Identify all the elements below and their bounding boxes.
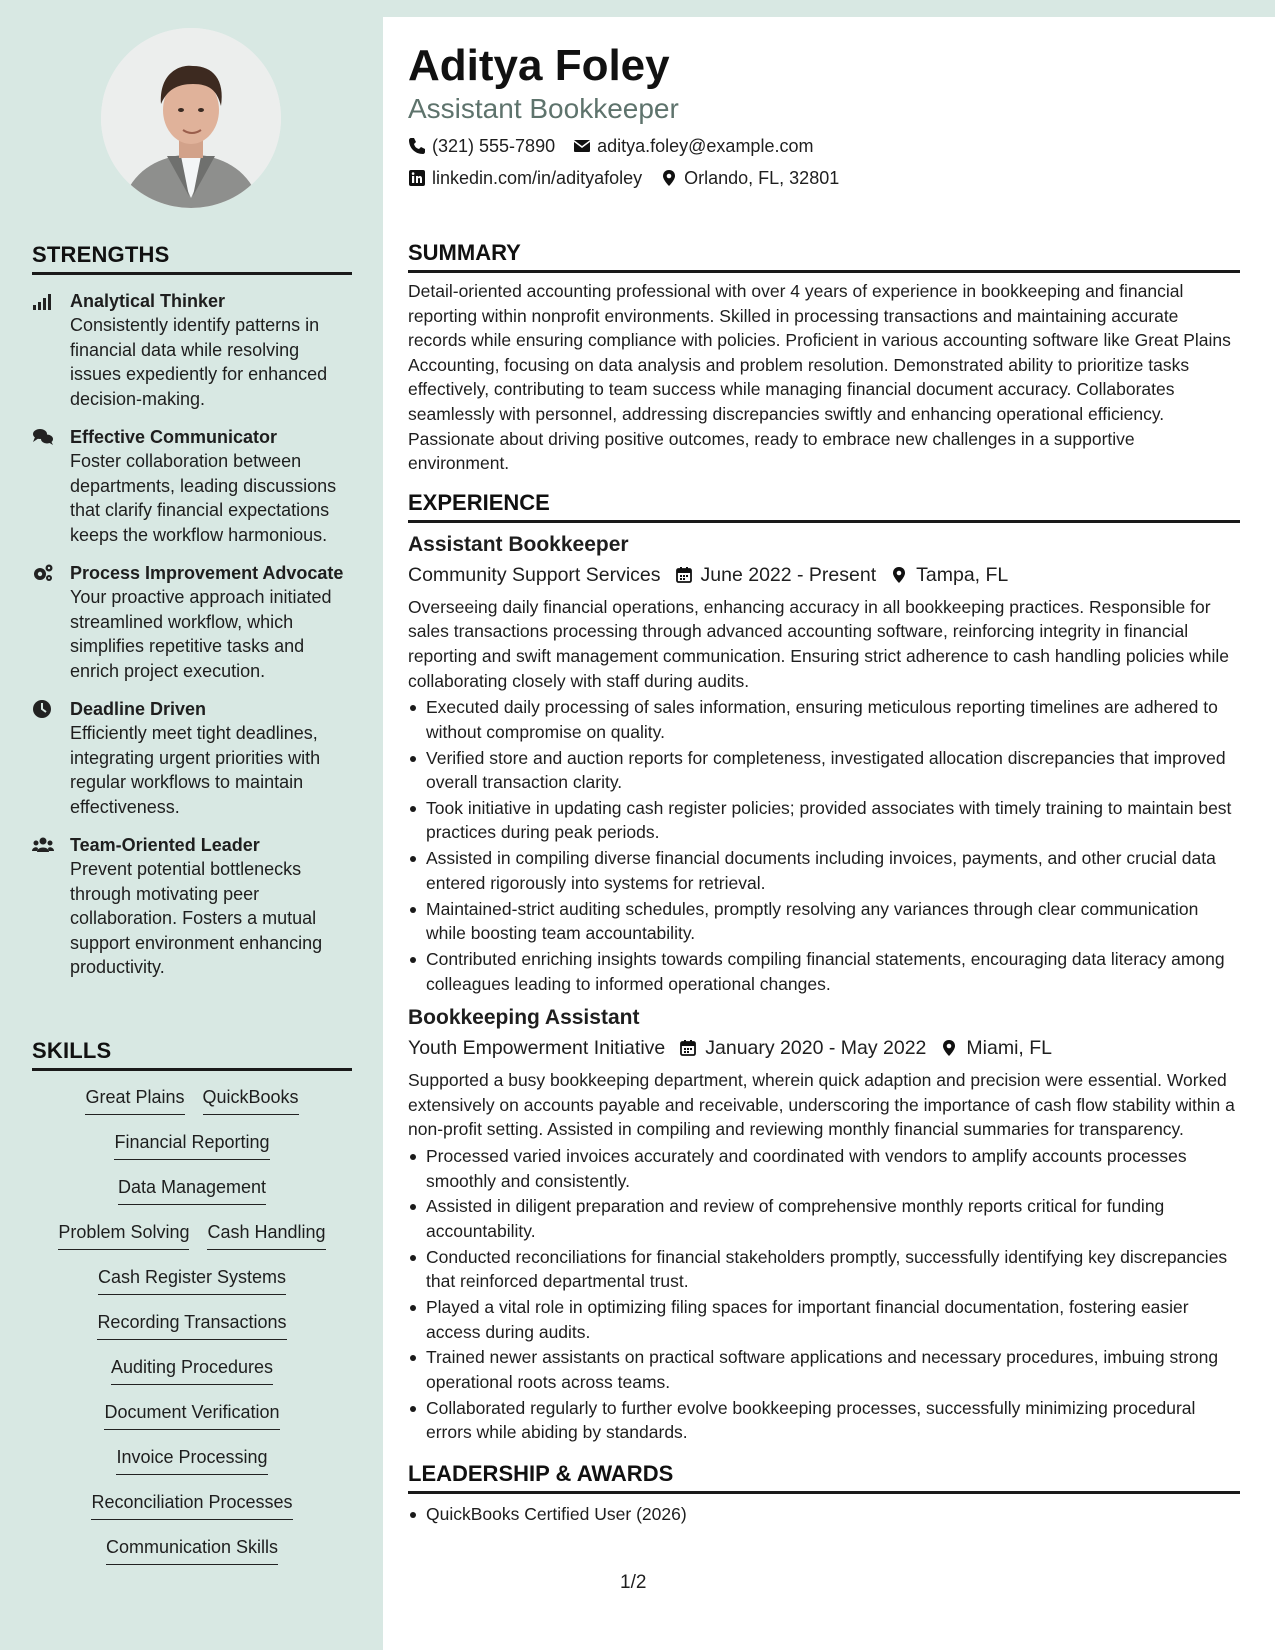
contact-row — [408, 166, 1240, 190]
skill-tag: Recording Transactions — [97, 1310, 286, 1340]
skill-tag: Communication Skills — [106, 1535, 278, 1565]
strength-desc: Foster collaboration between departments, leading discussions that clarify financial expectations keeps the workflow harmonious. — [70, 451, 337, 545]
skill-tag: Document Verification — [104, 1400, 279, 1430]
strength-title: Analytical Thinker — [70, 291, 226, 311]
skill-tag: Great Plains — [85, 1085, 184, 1115]
job-title: Bookkeeping Assistant — [408, 1006, 640, 1030]
phone-text: (321) 555-7890 — [432, 136, 556, 156]
skills-section — [32, 1038, 352, 1580]
job-company: Community Support Services — [408, 563, 661, 586]
map-pin-icon — [890, 566, 908, 584]
skill-tag: Reconciliation Processes — [91, 1490, 292, 1520]
job-dates: January 2020 - May 2022 — [705, 1037, 927, 1060]
skill-tag: Auditing Procedures — [111, 1355, 273, 1385]
bullet-item: Took initiative in updating cash register policies; provided associates with timely training to maintain best practices during peak periods. — [408, 796, 1240, 845]
email-contact[interactable] — [573, 134, 813, 158]
summary-heading: SUMMARY — [408, 240, 1240, 273]
strength-item — [32, 425, 352, 547]
linkedin-contact[interactable] — [408, 166, 642, 190]
skill-tag: Data Management — [118, 1175, 266, 1205]
strength-title: Deadline Driven — [70, 699, 207, 719]
bullet-item: Processed varied invoices accurately and coordinated with vendors to amplify accounts processes smoothly and consistently. — [408, 1144, 1240, 1193]
envelope-icon — [573, 137, 591, 155]
phone-contact[interactable] — [408, 134, 555, 158]
skills-heading: SKILLS — [32, 1038, 352, 1071]
top-strip — [383, 0, 1275, 17]
summary-section — [408, 240, 1240, 476]
skill-tag: Financial Reporting — [114, 1130, 269, 1160]
job-company: Youth Empowerment Initiative — [408, 1037, 666, 1060]
chat-bubbles-icon — [32, 425, 70, 547]
experience-section — [408, 490, 1240, 1445]
bullet-item: Executed daily processing of sales information, ensuring meticulous reporting timelines are adhered to without compromise on quality. — [408, 695, 1240, 744]
job-bullets — [408, 695, 1240, 996]
page-number: 1/2 — [620, 1572, 647, 1593]
job-bullets — [408, 1144, 1240, 1445]
calendar-icon — [679, 1039, 697, 1057]
clock-icon — [32, 697, 70, 819]
main-column — [408, 40, 1240, 1528]
bullet-item: Maintained-strict auditing schedules, promptly resolving any variances through clear communication while boosting team accountability. — [408, 897, 1240, 946]
linkedin-text: linkedin.com/in/adityafoley — [432, 168, 643, 188]
map-pin-icon — [940, 1039, 958, 1057]
bullet-item: Trained newer assistants on practical software applications and necessary procedures, imbuing strong operational roots across teams. — [408, 1345, 1240, 1394]
strength-item — [32, 697, 352, 819]
skill-tag: Cash Handling — [207, 1220, 325, 1250]
strength-desc: Your proactive approach initiated streamlined workflow, which simplifies repetitive tasks and enrich project execution. — [70, 587, 332, 681]
job-entry — [408, 531, 1240, 996]
profile-photo — [101, 28, 281, 208]
job-meta — [408, 561, 1240, 589]
job-meta — [408, 1034, 1240, 1062]
candidate-role: Assistant Bookkeeper — [408, 93, 679, 124]
awards-section — [408, 1461, 1240, 1527]
users-icon — [32, 833, 70, 980]
bullet-item: Collaborated regularly to further evolve bookkeeping processes, successfully minimizing procedural errors while abiding by standards. — [408, 1396, 1240, 1445]
job-dates: June 2022 - Present — [700, 563, 877, 586]
experience-heading: EXPERIENCE — [408, 490, 1240, 523]
awards-list — [408, 1502, 1240, 1527]
strength-item — [32, 561, 352, 683]
bullet-item: Assisted in compiling diverse financial documents including invoices, payments, and other crucial data entered rigorously into systems for retrieval. — [408, 846, 1240, 895]
bullet-item: Played a vital role in optimizing filing spaces for important financial documentation, fostering easier access during audits. — [408, 1295, 1240, 1344]
bullet-item: Contributed enriching insights towards compiling financial statements, encouraging data literacy among colleagues leading to informed operational changes. — [408, 947, 1240, 996]
award-item: QuickBooks Certified User (2026) — [408, 1502, 1240, 1527]
bullet-item: Conducted reconciliations for financial stakeholders promptly, successfully identifying key discrepancies that reinforced departmental trust. — [408, 1245, 1240, 1294]
strength-desc: Prevent potential bottlenecks through motivating peer collaboration. Fosters a mutual support environment enhancing productivity. — [70, 859, 323, 977]
linkedin-icon — [408, 169, 426, 187]
strength-item — [32, 833, 352, 980]
skill-tag: Problem Solving — [58, 1220, 189, 1250]
skill-tag: Invoice Processing — [116, 1445, 267, 1475]
summary-text: Detail-oriented accounting professional with over 4 years of experience in bookkeeping and financial reporting within nonprofit environments. Skilled in processing transactions and maintaining accurate records while ensuring compliance with policies. Proficient in various accounting software like Great Plains Accounting, focusing on data analysis and problem resolution. Demonstrated ability to prioritize tasks effectively, contributing to team success while managing financial document accuracy. Collaborates seamlessly with personnel, addressing discrepancies swiftly and enhancing operational efficiency. Passionate about driving positive outcomes, ready to embrace new challenges in a supportive environment. — [408, 281, 1231, 474]
phone-icon — [408, 137, 426, 155]
skill-tag: QuickBooks — [203, 1085, 299, 1115]
job-description: Supported a busy bookkeeping department, wherein quick adaption and precision were essential. Worked extensively on accounts payable and receivable, underscoring the importance of cash flow stability within a non-profit setting. Assisted in compiling and reviewing monthly financial summaries for transparency. — [408, 1070, 1235, 1140]
strength-title: Team-Oriented Leader — [70, 835, 260, 855]
job-location: Tampa, FL — [916, 563, 1009, 586]
strength-title: Process Improvement Advocate — [70, 563, 344, 583]
location-text: Orlando, FL, 32801 — [684, 168, 840, 188]
job-description: Overseeing daily financial operations, enhancing accuracy in all bookkeeping practices. Responsible for sales transactions processing through advanced accounting software, reinforcing integrity in financial reporting and swift management communication. Ensuring strict adherence to cash handling policies while collaborating closely with staff during audits. — [408, 596, 1229, 691]
skill-tag: Cash Register Systems — [98, 1265, 286, 1295]
strength-title: Effective Communicator — [70, 427, 278, 447]
calendar-icon — [675, 566, 693, 584]
skills-list — [32, 1085, 352, 1580]
bullet-item: Verified store and auction reports for completeness, investigated allocation discrepancies that improved overall transaction clarity. — [408, 746, 1240, 795]
location-contact — [660, 166, 839, 190]
gears-icon — [32, 561, 70, 683]
bullet-item: Assisted in diligent preparation and review of comprehensive monthly reports critical for funding accountability. — [408, 1194, 1240, 1243]
signal-bars-icon — [32, 289, 70, 411]
email-text: aditya.foley@example.com — [597, 136, 814, 156]
candidate-name: Aditya Foley — [408, 41, 670, 90]
strengths-heading: STRENGTHS — [32, 242, 352, 275]
strength-item — [32, 289, 352, 411]
job-entry — [408, 1004, 1240, 1445]
strength-desc: Consistently identify patterns in financial data while resolving issues expediently for enhanced decision-making. — [70, 315, 328, 409]
contact-row — [408, 134, 1240, 158]
map-pin-icon — [660, 169, 678, 187]
job-title: Assistant Bookkeeper — [408, 532, 629, 556]
job-location: Miami, FL — [966, 1037, 1052, 1060]
awards-heading: LEADERSHIP & AWARDS — [408, 1461, 1240, 1494]
strengths-section — [32, 242, 352, 980]
strength-desc: Efficiently meet tight deadlines, integrating urgent priorities with regular workflows to maintain effectiveness. — [70, 723, 321, 817]
